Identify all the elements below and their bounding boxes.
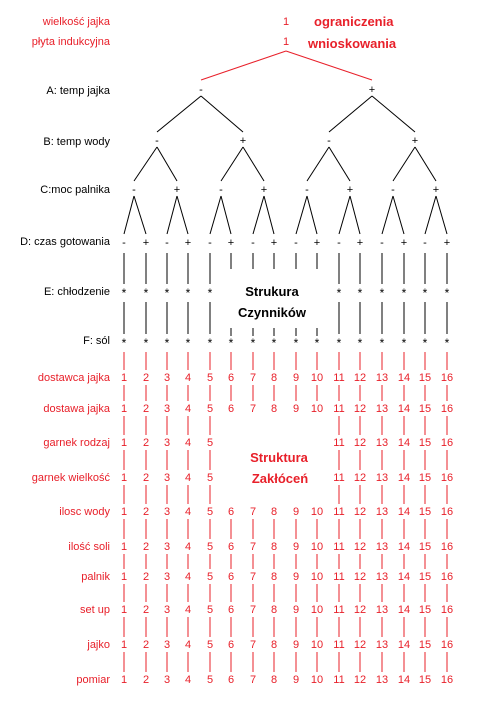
- noise-label-garnek-wielkosc: garnek wielkość: [31, 472, 110, 484]
- noise-number: 7: [249, 506, 257, 518]
- noise-number: 4: [184, 372, 192, 384]
- noise-number: 8: [270, 541, 278, 553]
- noise-number: 10: [310, 639, 324, 651]
- level-d-sign: -: [294, 237, 298, 249]
- noise-number: 15: [418, 472, 432, 484]
- noise-number: 6: [227, 506, 235, 518]
- level-d-sign: -: [337, 237, 341, 249]
- level-e-star: *: [164, 286, 170, 300]
- branch-c-d: [425, 196, 436, 234]
- noise-number: 11: [333, 571, 345, 583]
- noise-number: 12: [353, 604, 367, 616]
- noise-number: 14: [397, 372, 411, 384]
- branch-b-c: [243, 147, 264, 181]
- noise-number: 8: [270, 571, 278, 583]
- level-f-star: *: [422, 336, 428, 350]
- noise-number: 15: [418, 506, 432, 518]
- noise-number: 3: [163, 674, 171, 686]
- tree-text: [121, 84, 453, 686]
- noise-number: 11: [333, 372, 345, 384]
- level-d-sign: -: [165, 237, 169, 249]
- branch-a-b: [157, 96, 201, 132]
- noise-number: 1: [120, 571, 128, 583]
- level-a-sign: +: [368, 84, 376, 96]
- noise-number: 11: [333, 604, 345, 616]
- noise-number: 14: [397, 541, 411, 553]
- noise-number: 15: [418, 571, 432, 583]
- noise-number: 1: [120, 506, 128, 518]
- noise-number: 6: [227, 639, 235, 651]
- noise-number: 15: [418, 639, 432, 651]
- branch-c-d: [264, 196, 274, 234]
- noise-number: 10: [310, 541, 324, 553]
- noise-number: 16: [440, 639, 454, 651]
- noise-number: 16: [440, 674, 454, 686]
- level-b-sign: -: [155, 135, 159, 147]
- constraint-branch: [201, 51, 286, 80]
- noise-number: 9: [292, 372, 300, 384]
- level-f-star: *: [207, 336, 213, 350]
- noise-number: 1: [120, 604, 128, 616]
- noise-number: 1: [120, 674, 128, 686]
- level-e-star: *: [357, 286, 363, 300]
- factor-structure-title-1: Strukura: [245, 284, 299, 299]
- noise-number: 3: [163, 472, 171, 484]
- branch-a-b: [201, 96, 243, 132]
- level-e-star: *: [336, 286, 342, 300]
- noise-number: 4: [184, 639, 192, 651]
- noise-number: 12: [353, 506, 367, 518]
- noise-number: 2: [142, 604, 150, 616]
- noise-number: 3: [163, 604, 171, 616]
- noise-number: 10: [310, 604, 324, 616]
- noise-number: 5: [206, 541, 214, 553]
- top-label-1: wielkość jajka: [42, 16, 110, 28]
- level-f-star: *: [250, 336, 256, 350]
- noise-number: 2: [142, 372, 150, 384]
- level-f-star: *: [379, 336, 385, 350]
- noise-number: 2: [142, 541, 150, 553]
- level-b-sign: +: [239, 135, 247, 147]
- noise-number: 1: [120, 541, 128, 553]
- level-f-star: *: [444, 336, 450, 350]
- noise-number: 4: [184, 674, 192, 686]
- noise-number: 5: [206, 437, 214, 449]
- branch-a-b: [329, 96, 372, 132]
- noise-number: 12: [353, 674, 367, 686]
- noise-number: 13: [375, 472, 389, 484]
- branch-c-d: [296, 196, 307, 234]
- noise-number: 15: [418, 403, 432, 415]
- branch-c-d: [221, 196, 231, 234]
- factor-label-a: A: temp jajka: [46, 85, 110, 97]
- branch-c-d: [382, 196, 393, 234]
- branch-c-d: [124, 196, 134, 234]
- noise-number: 3: [163, 639, 171, 651]
- noise-number: 8: [270, 372, 278, 384]
- branch-b-c: [393, 147, 415, 181]
- noise-number: 5: [206, 639, 214, 651]
- noise-number: 3: [163, 372, 171, 384]
- top-value-1: 1: [282, 16, 290, 28]
- noise-label-jajko: jajko: [87, 639, 110, 651]
- branch-a-b: [372, 96, 415, 132]
- noise-number: 10: [310, 571, 324, 583]
- level-d-sign: -: [423, 237, 427, 249]
- branch-b-c: [329, 147, 350, 181]
- noise-number: 14: [397, 604, 411, 616]
- noise-structure-title-1: Struktura: [250, 450, 308, 465]
- noise-label-ilosc-soli: ilość soli: [68, 541, 110, 553]
- noise-number: 3: [163, 506, 171, 518]
- noise-number: 14: [397, 506, 411, 518]
- branch-c-d: [339, 196, 350, 234]
- noise-number: 11: [333, 639, 345, 651]
- noise-number: 11: [333, 403, 345, 415]
- noise-number: 13: [375, 541, 389, 553]
- level-c-sign: +: [260, 184, 268, 196]
- level-d-sign: -: [380, 237, 384, 249]
- noise-number: 7: [249, 604, 257, 616]
- noise-number: 10: [310, 403, 324, 415]
- noise-label-set-up: set up: [80, 604, 110, 616]
- noise-number: 11: [333, 541, 345, 553]
- noise-number: 10: [310, 506, 324, 518]
- noise-label-dostawa-jajka: dostawa jajka: [43, 403, 110, 415]
- noise-number: 5: [206, 506, 214, 518]
- noise-number: 5: [206, 674, 214, 686]
- noise-number: 6: [227, 604, 235, 616]
- noise-number: 13: [375, 639, 389, 651]
- level-f-star: *: [271, 336, 277, 350]
- noise-number: 13: [375, 604, 389, 616]
- constraints-title-1: ograniczenia: [314, 14, 394, 29]
- noise-number: 14: [397, 437, 411, 449]
- factor-label-c: C:moc palnika: [40, 184, 110, 196]
- level-f-star: *: [164, 336, 170, 350]
- noise-number: 13: [375, 372, 389, 384]
- noise-number: 4: [184, 506, 192, 518]
- noise-number: 16: [440, 403, 454, 415]
- noise-number: 3: [163, 541, 171, 553]
- top-value-2: 1: [282, 36, 290, 48]
- noise-structure-title-2: Zakłóceń: [251, 471, 309, 486]
- level-f-star: *: [336, 336, 342, 350]
- branch-c-d: [177, 196, 188, 234]
- factor-label-d: D: czas gotowania: [20, 236, 110, 248]
- branch-c-d: [210, 196, 221, 234]
- noise-number: 2: [142, 506, 150, 518]
- noise-number: 11: [333, 674, 345, 686]
- noise-number: 7: [249, 571, 257, 583]
- noise-number: 14: [397, 403, 411, 415]
- noise-number: 2: [142, 403, 150, 415]
- level-e-star: *: [401, 286, 407, 300]
- noise-number: 6: [227, 372, 235, 384]
- noise-number: 6: [227, 571, 235, 583]
- level-d-sign: +: [184, 237, 192, 249]
- noise-number: 16: [440, 372, 454, 384]
- level-e-star: *: [422, 286, 428, 300]
- noise-number: 7: [249, 403, 257, 415]
- noise-number: 7: [249, 639, 257, 651]
- noise-number: 14: [397, 571, 411, 583]
- level-f-star: *: [357, 336, 363, 350]
- level-f-star: *: [185, 336, 191, 350]
- noise-number: 2: [142, 639, 150, 651]
- noise-number: 14: [397, 639, 411, 651]
- level-a-sign: -: [199, 84, 203, 96]
- noise-number: 2: [142, 472, 150, 484]
- noise-number: 5: [206, 571, 214, 583]
- branch-c-d: [167, 196, 177, 234]
- level-b-sign: +: [411, 135, 419, 147]
- noise-number: 16: [440, 541, 454, 553]
- noise-number: 6: [227, 674, 235, 686]
- branch-c-d: [253, 196, 264, 234]
- noise-number: 4: [184, 472, 192, 484]
- noise-label-dostawca-jajka: dostawca jajka: [37, 372, 110, 384]
- level-d-sign: +: [443, 237, 451, 249]
- noise-number: 9: [292, 604, 300, 616]
- noise-number: 8: [270, 403, 278, 415]
- noise-number: 13: [375, 403, 389, 415]
- branch-c-d: [350, 196, 360, 234]
- noise-number: 4: [184, 571, 192, 583]
- noise-number: 6: [227, 403, 235, 415]
- noise-number: 9: [292, 639, 300, 651]
- level-e-star: *: [143, 286, 149, 300]
- noise-number: 15: [418, 541, 432, 553]
- factor-label-f: F: sól: [83, 335, 110, 347]
- constraint-branch: [286, 51, 372, 80]
- noise-number: 10: [310, 372, 324, 384]
- noise-number: 7: [249, 372, 257, 384]
- noise-number: 12: [353, 472, 367, 484]
- branch-c-d: [307, 196, 317, 234]
- noise-number: 13: [375, 437, 389, 449]
- level-d-sign: +: [142, 237, 150, 249]
- level-d-sign: -: [251, 237, 255, 249]
- level-f-star: *: [293, 336, 299, 350]
- noise-number: 12: [353, 541, 367, 553]
- noise-number: 12: [353, 571, 367, 583]
- noise-number: 13: [375, 506, 389, 518]
- noise-number: 2: [142, 437, 150, 449]
- branch-c-d: [393, 196, 404, 234]
- level-d-sign: +: [313, 237, 321, 249]
- noise-number: 12: [353, 437, 367, 449]
- noise-number: 3: [163, 437, 171, 449]
- level-c-sign: +: [432, 184, 440, 196]
- noise-label-palnik: palnik: [81, 571, 110, 583]
- noise-number: 5: [206, 372, 214, 384]
- noise-number: 12: [353, 403, 367, 415]
- constraints-title-2: wnioskowania: [308, 36, 397, 51]
- noise-number: 8: [270, 506, 278, 518]
- level-e-star: *: [379, 286, 385, 300]
- factor-label-b: B: temp wody: [43, 136, 110, 148]
- factor-label-e: E: chłodzenie: [43, 286, 110, 298]
- branch-b-c: [307, 147, 329, 181]
- noise-number: 16: [440, 472, 454, 484]
- branch-b-c: [415, 147, 436, 181]
- level-d-sign: -: [122, 237, 126, 249]
- noise-number: 4: [184, 604, 192, 616]
- noise-number: 8: [270, 604, 278, 616]
- noise-number: 13: [375, 674, 389, 686]
- branch-b-c: [134, 147, 157, 181]
- noise-number: 4: [184, 437, 192, 449]
- branch-b-c: [221, 147, 243, 181]
- noise-number: 12: [353, 639, 367, 651]
- noise-number: 14: [397, 674, 411, 686]
- noise-number: 9: [292, 506, 300, 518]
- noise-label-pomiar: pomiar: [76, 674, 110, 686]
- level-c-sign: +: [346, 184, 354, 196]
- noise-number: 16: [440, 571, 454, 583]
- level-e-star: *: [185, 286, 191, 300]
- level-c-sign: -: [391, 184, 395, 196]
- noise-number: 9: [292, 674, 300, 686]
- noise-number: 1: [120, 403, 128, 415]
- level-e-star: *: [121, 286, 127, 300]
- noise-number: 3: [163, 571, 171, 583]
- top-label-2: płyta indukcyjna: [31, 36, 110, 48]
- noise-number: 8: [270, 639, 278, 651]
- level-d-sign: +: [400, 237, 408, 249]
- noise-label-garnek-rodzaj: garnek rodzaj: [43, 437, 110, 449]
- branch-c-d: [134, 196, 146, 234]
- level-c-sign: -: [132, 184, 136, 196]
- noise-number: 16: [440, 437, 454, 449]
- level-e-star: *: [207, 286, 213, 300]
- level-c-sign: -: [219, 184, 223, 196]
- noise-number: 5: [206, 604, 214, 616]
- level-f-star: *: [121, 336, 127, 350]
- noise-number: 5: [206, 403, 214, 415]
- noise-number: 13: [375, 571, 389, 583]
- level-b-sign: -: [327, 135, 331, 147]
- noise-number: 10: [310, 674, 324, 686]
- noise-number: 5: [206, 472, 214, 484]
- noise-number: 2: [142, 674, 150, 686]
- level-d-sign: +: [270, 237, 278, 249]
- noise-number: 15: [418, 674, 432, 686]
- level-c-sign: -: [305, 184, 309, 196]
- level-f-star: *: [143, 336, 149, 350]
- noise-number: 9: [292, 541, 300, 553]
- level-f-star: *: [314, 336, 320, 350]
- noise-number: 4: [184, 403, 192, 415]
- noise-number: 11: [333, 472, 345, 484]
- noise-number: 7: [249, 541, 257, 553]
- level-f-star: *: [228, 336, 234, 350]
- noise-number: 9: [292, 571, 300, 583]
- noise-number: 16: [440, 604, 454, 616]
- branch-b-c: [157, 147, 177, 181]
- noise-number: 15: [418, 372, 432, 384]
- noise-number: 7: [249, 674, 257, 686]
- level-f-star: *: [401, 336, 407, 350]
- noise-label-ilosc-wody: ilosc wody: [59, 506, 110, 518]
- noise-number: 2: [142, 571, 150, 583]
- noise-number: 6: [227, 541, 235, 553]
- noise-number: 14: [397, 472, 411, 484]
- noise-number: 9: [292, 403, 300, 415]
- level-d-sign: +: [227, 237, 235, 249]
- noise-number: 11: [333, 437, 345, 449]
- factor-structure-title-2: Czynników: [238, 305, 306, 320]
- noise-number: 3: [163, 403, 171, 415]
- noise-number: 15: [418, 604, 432, 616]
- noise-number: 1: [120, 372, 128, 384]
- branch-c-d: [436, 196, 447, 234]
- noise-number: 12: [353, 372, 367, 384]
- level-d-sign: +: [356, 237, 364, 249]
- level-c-sign: +: [173, 184, 181, 196]
- noise-number: 15: [418, 437, 432, 449]
- level-e-star: *: [444, 286, 450, 300]
- noise-number: 1: [120, 472, 128, 484]
- noise-number: 11: [333, 506, 345, 518]
- noise-number: 16: [440, 506, 454, 518]
- noise-number: 1: [120, 437, 128, 449]
- noise-number: 4: [184, 541, 192, 553]
- level-d-sign: -: [208, 237, 212, 249]
- noise-number: 1: [120, 639, 128, 651]
- noise-number: 8: [270, 674, 278, 686]
